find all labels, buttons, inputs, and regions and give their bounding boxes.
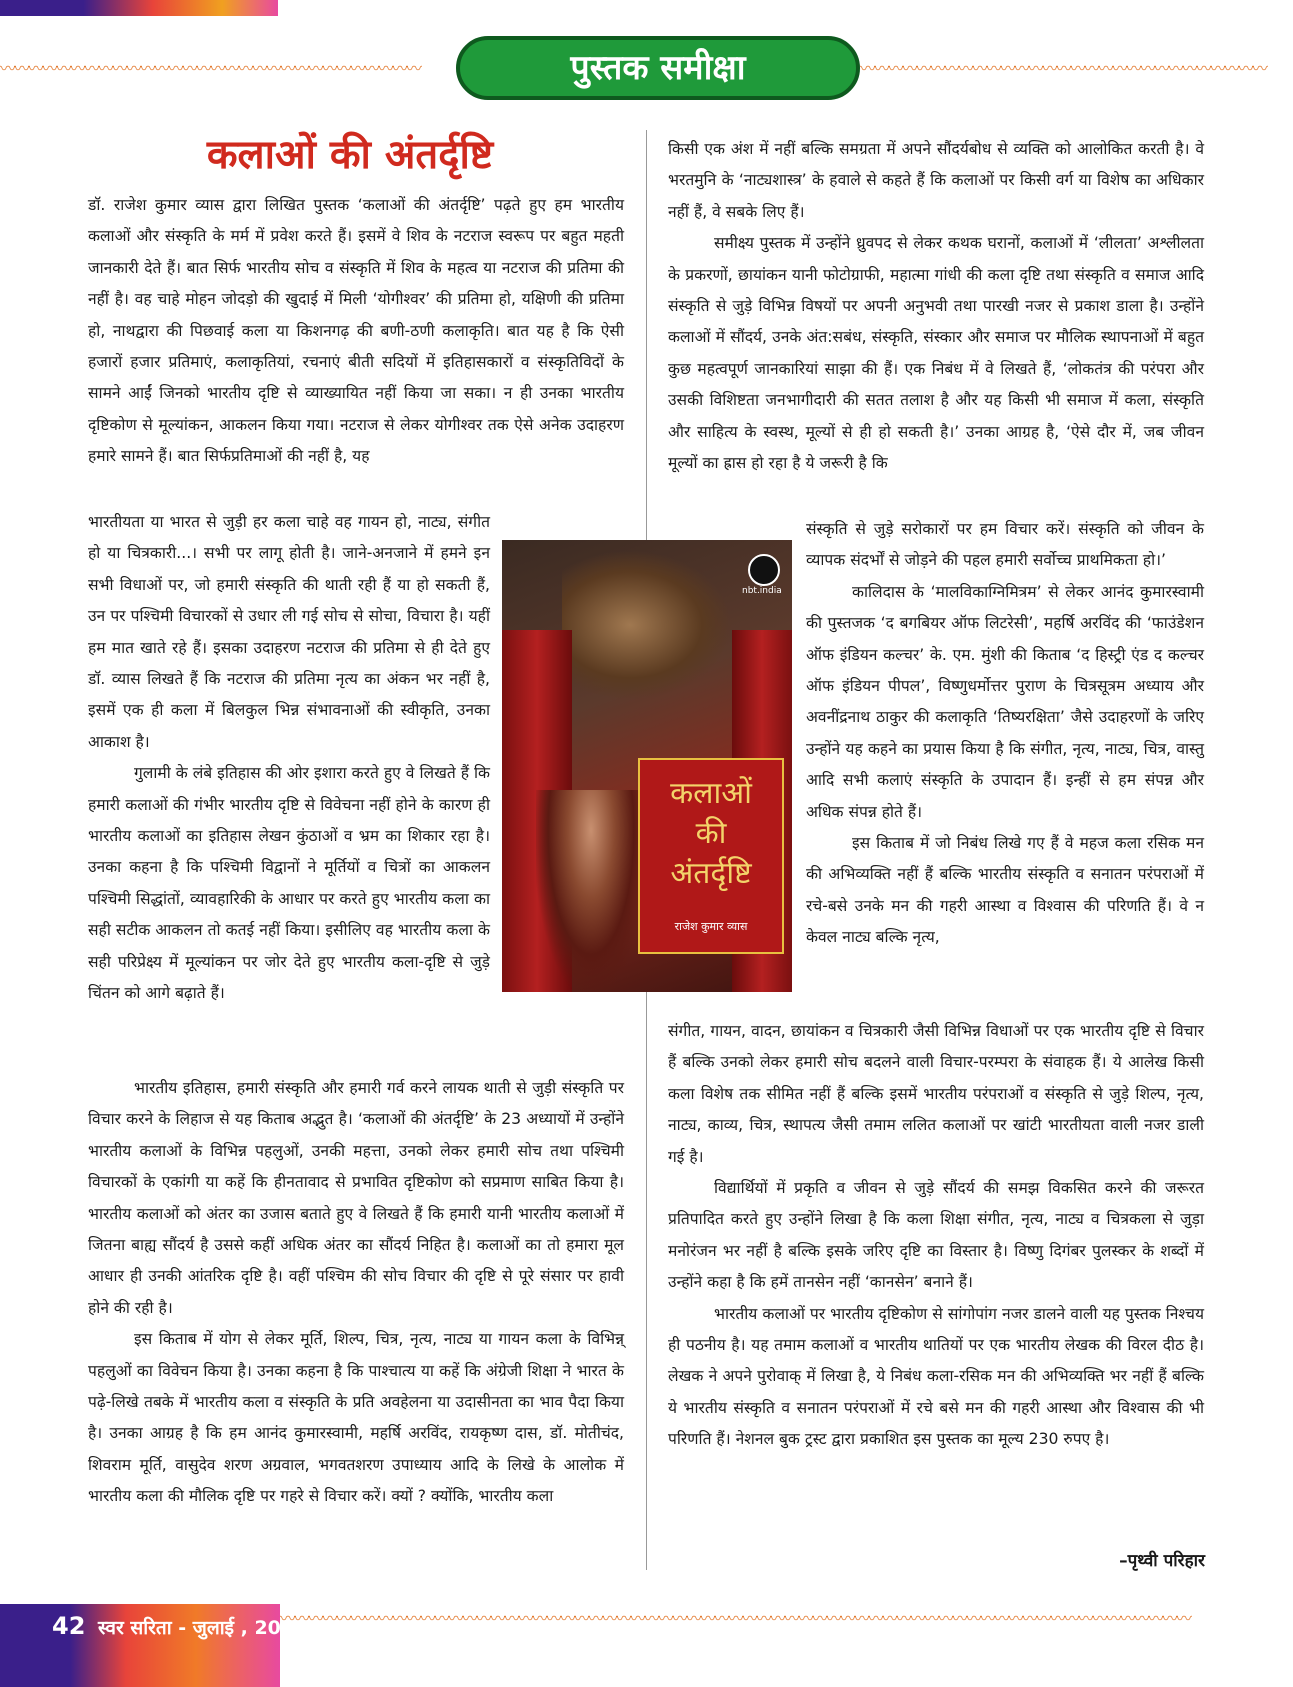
paragraph: भारतीय कलाओं पर भारतीय दृष्टिकोण से सांगोपांग नजर डालने वाली यह पुस्तक निश्चय ही पठनीय है। यह तमाम कलाओं व भारतीय थातियों पर एक भारतीय लेखक की विरल दीठ है। लेखक ने अपने पुरोवाक् में लिखा है, ये निबंध कला-रसिक मन की अभिव्यक्ति भर नहीं हैं बल्कि ये भारतीय संस्कृति व सनातन परंपराओं में रचे बसे मन की गहरी आस्था और विश्वास की भी परिणति हैं। नेशनल बुक ट्रस्ट द्वारा प्रकाशित इस पुस्तक का मूल्य 230 रुपए है।	[668, 1304, 1204, 1449]
cover-title-line: की	[695, 816, 727, 851]
header-ornament-right: 〰〰〰〰〰〰〰〰〰〰〰〰〰〰〰〰〰〰〰〰〰〰〰〰〰〰〰〰〰	[860, 64, 1267, 74]
col1-top-text	[88, 190, 624, 473]
cover-panel	[638, 758, 784, 954]
paragraph: गुलामी के लंबे इतिहास की ओर इशारा करते हुए वे लिखते हैं कि हमारी कलाओं की गंभीर भारतीय दृष्टि से विवेचना नहीं होने के कारण ही भारतीय कलाओं का इतिहास लेखन कुंठाओं व भ्रम का शिकार रहा है। उनका कहना है कि पश्चिमी विद्वानों ने मूर्तियों व चित्रों का आकलन पश्चिमी सिद्धांतों, व्यावहारिकी के आधार पर करते हुए भारतीय कला का सही सटीक आकलन तो कतई नहीं किया। इसीलिए वह भारतीय कला के सही परिप्रेक्ष्य में मूल्यांकन पर जोर देते हुए भारतीय कला-दृष्टि से जुड़े चिंतन को आगे बढ़ाते हैं।	[88, 764, 490, 1003]
header-ornament-left: 〰〰〰〰〰〰〰〰〰〰〰〰〰〰〰〰〰〰〰〰〰〰〰〰〰〰〰〰〰〰	[0, 64, 421, 74]
section-heading: पुस्तक समीक्षा	[456, 36, 860, 100]
paragraph: भारतीयता या भारत से जुड़ी हर कला चाहे वह गायन हो, नाट्य, संगीत हो या चित्रकारी...। सभी पर लागू होती है। जाने-अनजाने में हमने इन सभी विधाओं पर, जो हमारी संस्कृति की थाती रही हैं या हो सकती हैं, उन पर पश्चिमी विचारकों से उधार ली गई सोच से सोचा, विचारा है। यहीं हम मात खाते रहे हैं। इसका उदाहरण नटराज की प्रतिमा से ही देते हुए डॉ. व्यास लिखते हैं कि नटराज की प्रतिमा नृत्य का अंकन भर नहीं है, इसमें एक ही कला में बिलकुल भिन्न संभावनाओं की स्वीकृति, उनका आकाश है।	[88, 513, 490, 751]
top-color-bar	[0, 0, 278, 16]
page-number: 42	[52, 1612, 86, 1640]
paragraph: इस किताब में योग से लेकर मूर्ति, शिल्प, चित्र, नृत्य, नाट्य या गायन कला के विभिन्न् पहलुओं का विवेचन किया है। उनका कहना है कि पाश्चात्य या कहें कि अंग्रेजी शिक्षा ने भारत के पढ़े-लिखे तबके में भारतीय कला व संस्कृति के प्रति अवहेलना या उदासीनता का भाव पैदा किया है। उनका आग्रह है कि हम आनंद कुमारस्वामी, महर्षि अरविंद, रायकृष्ण दास, डॉ. मोतीचंद, शिवराम मूर्ति, वासुदेव शरण अग्रवाल, भगवतशरण उपाध्याय आदि के लिखे के आलोक में भारतीय कला की मौलिक दृष्टि पर गहरे से विचार करें। क्यों ? क्योंकि, भारतीय कला	[88, 1330, 624, 1506]
cover-author: राजेश कुमार व्यास	[674, 920, 748, 933]
col2-top-text	[668, 134, 1204, 479]
paragraph: डॉ. राजेश कुमार व्यास द्वारा लिखित पुस्तक ‘कलाओं की अंतर्दृष्टि’ पढ़ते हुए हम भारतीय कलाओं और संस्कृति के मर्म में प्रवेश करते हैं। इसमें वे शिव के नटराज स्वरूप पर बहुत महती जानकारी देते हैं। बात सिर्फ भारतीय सोच व संस्कृति में शिव के महत्व या नटराज की प्रतिमा की नहीं है। वह चाहे मोहन जोदड़ो की खुदाई में मिली ‘योगीश्वर’ की प्रतिमा हो, यक्षिणी की प्रतिमा हो, नाथद्वारा की पिछवाई कला या किशनगढ़ की बणी-ठणी कलाकृति। बात यह है कि ऐसी हजारों हजार प्रतिमाएं, कलाकृतियां, रचनाएं बीती सदियों में इतिहासकारों व संस्कृतिविदों के सामने आईं जिनको भारतीय दृष्टि से व्याख्यायित नहीं किया जा सका। न ही उनका भारतीय दृष्टिकोण से मूल्यांकन, आकलन किया गया। नटराज से लेकर योगीश्वर तक ऐसे अनेक उदाहरण हमारे सामने हैं। बात सिर्फप्रतिमाओं की नहीं है, यह	[88, 196, 624, 466]
col2-bottom-text	[668, 1016, 1204, 1456]
paragraph: संगीत, गायन, वादन, छायांकन व चित्रकारी जैसी विभिन्न विधाओं पर एक भारतीय दृष्टि से विचार हैं बल्कि उनको लेकर हमारी सोच बदलने वाली विचार-परम्परा के संवाहक हैं। ये आलेख किसी कला विशेष तक सीमित नहीं हैं बल्कि इसमें भारतीय परंपराओं व संस्कृति से जुड़े शिल्प, नृत्य, नाट्य, काव्य, चित्र, स्थापत्य जैसी तमाम ललित कलाओं पर खांटी भारतीयता वाली नजर डाली गई है।	[668, 1022, 1204, 1166]
paragraph: किसी एक अंश में नहीं बल्कि समग्रता में अपने सौंदर्यबोध से व्यक्ति को आलोकित करती है। वे भरतमुनि के ‘नाट्यशास्त्र’ के हवाले से कहते हैं कि कलाओं पर किसी वर्ग या विशेष का अधिकार नहीं हैं, वे सबके लिए हैं।	[668, 140, 1204, 221]
cover-title	[640, 774, 782, 894]
footer-ornament: 〰〰〰〰〰〰〰〰〰〰〰〰〰〰〰〰〰〰〰〰〰〰〰〰〰〰〰〰〰〰〰〰〰〰〰〰〰〰〰〰〰〰〰〰〰〰〰〰〰〰〰〰〰〰〰〰〰〰〰〰〰〰〰〰〰	[280, 1614, 1191, 1624]
book-cover-image	[502, 540, 792, 992]
cover-title-line: कलाओं	[670, 776, 752, 811]
magazine-issue: स्वर सरिता - जुलाई , 2024	[98, 1617, 308, 1639]
publisher-logo-icon	[748, 554, 780, 586]
paragraph: कालिदास के ‘मालविकाग्निमित्रम’ से लेकर आनंद कुमारस्वामी की पुस्तजक ‘द बगबियर ऑफ लिटरेसी’, महर्षि अरविंद की ‘फाउंडेशन ऑफ इंडियन कल्चर’ के. एम. मुंशी की किताब ‘द हिस्ट्री एंड द कल्चर ऑफ इंडियन पीपल’, विष्णुधर्मोत्तर पुराण के चित्रसूत्रम अध्याय और अवनींद्रनाथ ठाकुर की कलाकृति ‘तिष्यरक्षिता’ जैसे उदाहरणों के जरिए उन्होंने यह कहने का प्रयास किया है कि संगीत, नृत्य, नाट्य, चित्र, वास्तु आदि सभी कलाएं संस्कृति के उपादान हैं। इन्हीं से हम संपन्न और अधिक संपन्न होते हैं।	[806, 582, 1204, 821]
sitar-graphic	[562, 550, 732, 700]
article-title: कलाओं की अंतर्दृष्टि	[206, 132, 494, 178]
paragraph: इस किताब में जो निबंध लिखे गए हैं वे महज कला रसिक मन की अभिव्यक्ति नहीं हैं बल्कि भारतीय संस्कृति व सनातन परंपराओं में रचे-बसे उनके मन की गहरी आस्था व विश्वास की परिणति हैं। वे न केवल नाट्य बल्कि नृत्य,	[806, 834, 1204, 947]
woman-painting	[536, 790, 646, 990]
paragraph: विद्यार्थियों में प्रकृति व जीवन से जुड़े सौंदर्य की समझ विकसित करने की जरूरत प्रतिपादित करते हुए उन्होंने लिखा है कि कला शिक्षा संगीत, नृत्य, नाट्य व चित्रकला से जुड़ा मनोरंजन भर नहीं है बल्कि इसके जरिए दृष्टि का विस्तार है। विष्णु दिगंबर पुलस्कर के शब्दों में उन्होंने कहा है कि हमें तानसेन नहीं ‘कानसेन’ बनाने हैं।	[668, 1179, 1204, 1292]
paragraph: भारतीय इतिहास, हमारी संस्कृति और हमारी गर्व करने लायक थाती से जुड़ी संस्कृति पर विचार करने के लिहाज से यह किताब अद्भुत है। ‘कलाओं की अंतर्दृष्टि’ के 23 अध्यायों में उन्होंने भारतीय कलाओं के विभिन्न पहलुओं, उनकी महत्ता, उनको लेकर हमारी सोच तथा पश्चिमी विचारकों के एकांगी या कहें कि हीनतावाद से प्रभावित दृष्टिकोण को सप्रमाण साबित किया है। भारतीय कलाओं को अंतर का उजास बताते हुए वे लिखते हैं कि हमारी यानी भारतीय कलाओं में जितना बाह्य सौंदर्य है उससे कहीं अधिक अंतर का सौंदर्य निहित है। कलाओं का तो हमारा मूल आधार ही उनकी आंतरिक दृष्टि है। वहीं पश्चिम की सोच विचार की दृष्टि से पूरे संसार पर हावी होने की रही है।	[88, 1079, 624, 1317]
footer-label	[52, 1612, 307, 1640]
author-signature: –पृथ्वी परिहार	[1119, 1551, 1205, 1571]
cover-title-line: अंतर्दृष्टि	[670, 856, 752, 891]
col1-bottom-text	[88, 1073, 624, 1513]
col1-mid-text	[88, 507, 490, 1010]
col2-mid-text	[806, 514, 1204, 954]
publisher-name: nbt.india	[742, 586, 782, 596]
paragraph: संस्कृति से जुड़े सरोकारों पर हम विचार करें। संस्कृति को जीवन के व्यापक संदर्भों से जोड़ने की पहल हमारी सर्वोच्च प्राथमिकता हो।’	[806, 520, 1204, 570]
paragraph: समीक्ष्य पुस्तक में उन्होंने ध्रुवपद से लेकर कथक घरानों, कलाओं में ‘लीलता’ अश्लीलता के प्रकरणों, छायांकन यानी फोटोग्राफी, महात्मा गांधी की कला दृष्टि तथा संस्कृति व समाज आदि संस्कृति से जुड़े विभिन्न विषयों पर अपनी अनुभवी तथा पारखी नजर से प्रकाश डाला है। उन्होंने कलाओं में सौंदर्य, उनके अंत:सबंध, संस्कृति, संस्कार और समाज पर मौलिक स्थापनाओं में बहुत कुछ महत्वपूर्ण जानकारियां साझा की हैं। एक निबंध में वे लिखते हैं, ‘लोकतंत्र की परंपरा और उसकी विशिष्टता जनभागीदारी की सतत तलाश है और यह किसी भी समाज में कला, संस्कृति और साहित्य के स्वस्थ, मूल्यों से ही हो सकती है।’ उनका आग्रह है, ‘ऐसे दौर में, जब जीवन मूल्यों का ह्रास हो रहा है ये जरूरी है कि	[668, 234, 1204, 473]
